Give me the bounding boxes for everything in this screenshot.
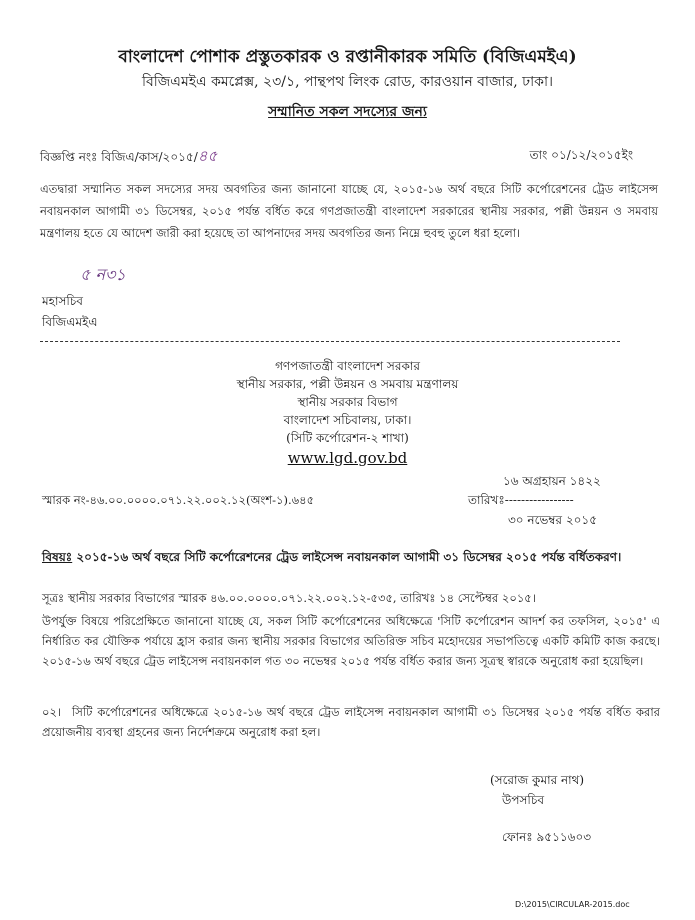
notice-signatory [42, 291, 97, 333]
salutation: সম্মানিত সকল সদস্যের জন্য [268, 104, 427, 120]
govt-line-2: স্থানীয় সরকার, পল্লী উন্নয়ন ও সমবায় মন্ত্রণালয় [236, 377, 459, 391]
reference-line: সূত্রঃ স্থানীয় সরকার বিভাগের স্মারক ৪৬.০০.০০০০.০৭১.২২.০০২.১২-৫৩৫, তারিখঃ ১৪ সেপ্টেম্বর ২০১৫। [42, 591, 536, 605]
handwritten-signature: ৫ ন৩১ [80, 265, 126, 284]
officer-signature-block [490, 770, 591, 847]
org-name: বাংলাদেশ পোশাক প্রস্তুতকারক ও রপ্তানীকারক সমিতি (বিজিএমইএ) [118, 47, 577, 67]
notice-body: এতদ্বারা সম্মানিত সকল সদস্যের সদয় অবগতির জন্য জানানো যাচ্ছে যে, ২০১৫-১৬ অর্থ বছরে সিটি কর্পোরেশনের ট্রেড লাইসেন্স নবায়নকাল আগামী ৩১ ডিসেম্বর, ২০১৫ পর্যন্ত বর্ধিত করে গণপ্রজাতন্ত্রী বাংলাদেশ সরকারের স্থানীয় সরকার, পল্লী উন্নয়ন ও সমবায় মন্ত্রণালয় হতে যে আদেশ জারী করা হয়েছে তা আপনাদের সদয় অবগতির জন্য নিম্নে হুবহু তুলে ধরা হলো। [40, 182, 658, 240]
govt-line-5: (সিটি কর্পোরেশন-২ শাখা) [286, 431, 409, 445]
dashed-divider [40, 341, 620, 342]
order-paragraph-1: উপর্যুক্ত বিষয়ে পরিপ্রেক্ষিতে জানানো যাচ্ছে যে, সকল সিটি কর্পোরেশনের অধিক্ষেত্রে 'সিটি কর্পোরেশন আদর্শ কর তফসিল, ২০১৫' এ নির্ধারিত কর যৌক্তিক পর্যায়ে হ্রাস করার জন্য স্থানীয় সরকার বিভাগের অতিরিক্ত সচিব মহোদয়ের সভাপতিত্বে একটি কমিটি কাজ করছে। ২০১৫-১৬ অর্থ বছরে ট্রেড লাইসেন্স নবায়নকাল গত ৩০ নভেম্বর ২০১৫ পর্যন্ত বর্ধিত করার জন্য সূত্রস্থ স্বারকে অনুরোধ করা হয়েছিল। [42, 614, 660, 668]
paragraph-number: ০২। [42, 705, 62, 719]
reference-number: বিজ্ঞপ্তি নংঃ বিজিএ/কাস/২০১৫/ [40, 150, 198, 164]
signer-phone: ফোনঃ ৯৫১১৬০৩ [502, 830, 592, 844]
govt-line-3: স্থানীয় সরকার বিভাগ [297, 395, 398, 409]
signatory-org: বিজিএমইএ [42, 315, 98, 329]
org-address: বিজিএমইএ কমপ্লেক্স, ২৩/১, পান্থপথ লিংক রোড, কারওয়ান বাজার, ঢাকা। [141, 74, 554, 90]
government-header [0, 357, 695, 468]
subject-text: ২০১৫-১৬ অর্থ বছরে সিটি কর্পোরেশনের ট্রেড লাইসেন্স নবায়নকাল আগামী ৩১ ডিসেম্বর ২০১৫ পর্যন্ত বর্ধিতকরণ। [72, 550, 622, 564]
date-bengali: ১৬ অগ্রহায়ন ১৪২২ [503, 474, 601, 488]
handwritten-number: ৪৫ [197, 147, 218, 165]
memo-number: স্মারক নং-৪৬.০০.০০০০.০৭১.২২.০০২.১২(অংশ-১).৬৪৫ [42, 493, 315, 507]
website-link[interactable]: www.lgd.gov.bd [287, 449, 408, 467]
subject-label: বিষয়ঃ [42, 550, 73, 564]
paragraph-2-text: সিটি কর্পোরেশনের অধিক্ষেত্রে ২০১৫-১৬ অর্থ বছরে ট্রেড লাইসেন্স নবায়নকাল আগামী ৩১ ডিসেম্বর ২০১৫ পর্যন্ত বর্ধিত করার প্রয়োজনীয় ব্যবস্থা গ্রহনের জন্য নির্দেশক্রমে অনুরোধ করা হল। [42, 705, 660, 739]
file-path-footer: D:\2015\CIRCULAR-2015.doc [515, 900, 630, 909]
govt-line-4: বাংলাদেশ সচিবালয়, ঢাকা। [283, 413, 412, 427]
subject [42, 547, 660, 567]
date-english: ৩০ নভেম্বর ২০১৫ [508, 513, 598, 527]
notice-date: তাং ০১/১২/২০১৫ইং [529, 148, 633, 162]
signer-title: উপসচিব [502, 793, 545, 807]
order-paragraph-2 [42, 702, 660, 742]
signatory-title: মহাসচিব [42, 294, 83, 308]
signer-name: (সরোজ কুমার নাথ) [490, 773, 585, 787]
notice-reference [40, 145, 217, 170]
date-label: তারিখঃ----------------- [468, 493, 574, 507]
govt-line-1: গণপজাতন্ত্রী বাংলাদেশ সরকার [275, 359, 420, 373]
